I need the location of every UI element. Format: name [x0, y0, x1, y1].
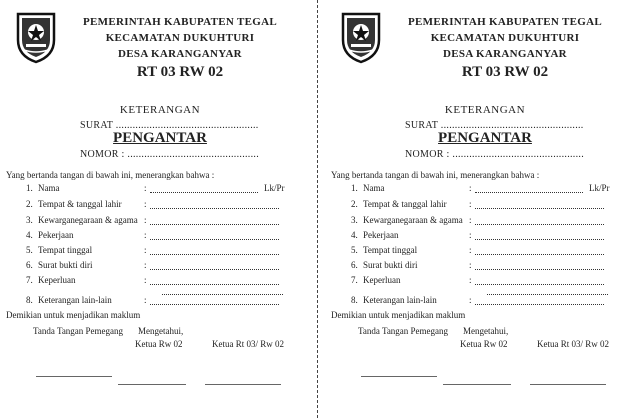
cut-line: [317, 0, 318, 418]
holder-signature-line: [361, 376, 437, 377]
holder-signature-label: Tanda Tangan Pemegang: [33, 326, 124, 336]
holder-signature-line: [36, 376, 112, 377]
pengantar-title: PENGANTAR: [438, 130, 532, 146]
closing-text: Demikian untuk menjadikan maklum: [6, 310, 141, 320]
field-label: Nama: [38, 183, 60, 193]
header-line-1: PEMERINTAH KABUPATEN TEGAL: [407, 16, 602, 28]
field-number: 2.: [351, 199, 358, 209]
field-number: 6.: [26, 260, 33, 270]
field-label: Tempat tinggal: [38, 245, 93, 255]
header-line-2: KECAMATAN DUKUHTURI: [430, 32, 580, 44]
field-label: Pekerjaan: [38, 230, 74, 240]
field-row: [325, 260, 638, 274]
field-colon: :: [469, 199, 472, 209]
field-number: 1.: [26, 183, 33, 193]
field-label: Tempat & tanggal lahir: [363, 199, 447, 209]
field-number: 5.: [26, 245, 33, 255]
field-colon: :: [469, 245, 472, 255]
gender-suffix: Lk/Pr: [589, 183, 610, 193]
field-colon: :: [469, 215, 472, 225]
field-fill-line[interactable]: [475, 208, 604, 209]
field-fill-line[interactable]: [475, 192, 583, 193]
closing-text: Demikian untuk menjadikan maklum: [331, 310, 466, 320]
field-colon: :: [144, 215, 147, 225]
header-line-3: DESA KARANGANYAR: [118, 48, 242, 60]
field-number: 8.: [26, 295, 33, 305]
field-fill-line[interactable]: [150, 254, 279, 255]
rt-signature-label: Ketua Rt 03/ Rw 02: [537, 339, 609, 349]
field-fill-line[interactable]: [150, 239, 279, 240]
field-fill-line[interactable]: [150, 269, 279, 270]
header-line-3: DESA KARANGANYAR: [443, 48, 567, 60]
intro-text: Yang bertanda tangan di bawah ini, menerangkan bahwa :: [6, 170, 215, 180]
field-row: [325, 215, 638, 229]
field-row: [0, 245, 313, 259]
field-fill-line[interactable]: [150, 224, 279, 225]
field-colon: :: [144, 275, 147, 285]
regency-emblem-icon: [339, 10, 383, 64]
rw-signature-label: Ketua Rw 02: [460, 339, 508, 349]
field-row: [0, 215, 313, 229]
holder-signature-label: Tanda Tangan Pemegang: [358, 326, 449, 336]
rt-rw-title: RT 03 RW 02: [461, 64, 549, 80]
rt-signature-line: [205, 384, 281, 385]
surat-label: SURAT ...................................................: [80, 120, 259, 131]
field-label: Keterangan lain-lain: [38, 295, 112, 305]
nomor-label: NOMOR : ...............................................: [80, 149, 260, 160]
regency-emblem-icon: [14, 10, 58, 64]
field-label: Kewarganegaraan & agama: [363, 215, 463, 225]
field-row: [0, 183, 313, 197]
field-number: 7.: [26, 275, 33, 285]
field-number: 8.: [351, 295, 358, 305]
field-number: 4.: [351, 230, 358, 240]
field-fill-line[interactable]: [150, 192, 258, 193]
field-number: 3.: [351, 215, 358, 225]
field-row: [0, 199, 313, 213]
rt-signature-line: [530, 384, 606, 385]
field-colon: :: [144, 183, 147, 193]
field-label: Pekerjaan: [363, 230, 399, 240]
field-colon: :: [144, 260, 147, 270]
field-colon: :: [469, 230, 472, 240]
field-row: [0, 295, 313, 309]
field-label: Tempat & tanggal lahir: [38, 199, 122, 209]
field-number: 6.: [351, 260, 358, 270]
gender-suffix: Lk/Pr: [264, 183, 285, 193]
field-fill-line[interactable]: [475, 269, 604, 270]
rt-signature-label: Ketua Rt 03/ Rw 02: [212, 339, 284, 349]
field-colon: :: [469, 275, 472, 285]
field-label: Kewarganegaraan & agama: [38, 215, 138, 225]
field-row: [325, 199, 638, 213]
field-row: [325, 230, 638, 244]
field-label: Keterangan lain-lain: [363, 295, 437, 305]
field-number: 3.: [26, 215, 33, 225]
field-label: Keperluan: [38, 275, 76, 285]
rw-signature-line: [118, 384, 186, 385]
field-colon: :: [469, 183, 472, 193]
field-number: 4.: [26, 230, 33, 240]
field-number: 7.: [351, 275, 358, 285]
rw-signature-line: [443, 384, 511, 385]
rt-rw-title: RT 03 RW 02: [136, 64, 224, 80]
header-line-2: KECAMATAN DUKUHTURI: [105, 32, 255, 44]
field-colon: :: [469, 295, 472, 305]
field-fill-line[interactable]: [475, 254, 604, 255]
field-colon: :: [144, 199, 147, 209]
field-label: Surat bukti diri: [363, 260, 418, 270]
pengantar-title: PENGANTAR: [113, 130, 207, 146]
document-title: KETERANGAN: [119, 104, 201, 116]
field-fill-line[interactable]: [475, 304, 604, 305]
field-fill-line[interactable]: [475, 224, 604, 225]
rw-signature-label: Ketua Rw 02: [135, 339, 183, 349]
field-fill-line[interactable]: [150, 208, 279, 209]
surat-label: SURAT ...................................................: [405, 120, 584, 131]
field-number: 2.: [26, 199, 33, 209]
field-label: Tempat tinggal: [363, 245, 418, 255]
field-fill-line[interactable]: [475, 239, 604, 240]
nomor-label: NOMOR : ...............................................: [405, 149, 585, 160]
field-row: [325, 183, 638, 197]
field-row: [325, 295, 638, 309]
field-colon: :: [469, 260, 472, 270]
acknowledged-label: Mengetahui,: [138, 326, 184, 336]
letter-right: [325, 0, 638, 418]
document-title: KETERANGAN: [444, 104, 526, 116]
field-colon: :: [144, 295, 147, 305]
field-number: 5.: [351, 245, 358, 255]
acknowledged-label: Mengetahui,: [463, 326, 509, 336]
header-line-1: PEMERINTAH KABUPATEN TEGAL: [82, 16, 277, 28]
field-number: 1.: [351, 183, 358, 193]
field-label: Surat bukti diri: [38, 260, 93, 270]
field-colon: :: [144, 245, 147, 255]
letter-left: [0, 0, 313, 418]
intro-text: Yang bertanda tangan di bawah ini, menerangkan bahwa :: [331, 170, 540, 180]
field-label: Nama: [363, 183, 385, 193]
field-row: [0, 260, 313, 274]
field-row: [0, 230, 313, 244]
field-colon: :: [144, 230, 147, 240]
field-label: Keperluan: [363, 275, 401, 285]
field-row: [325, 245, 638, 259]
field-fill-line[interactable]: [150, 304, 279, 305]
